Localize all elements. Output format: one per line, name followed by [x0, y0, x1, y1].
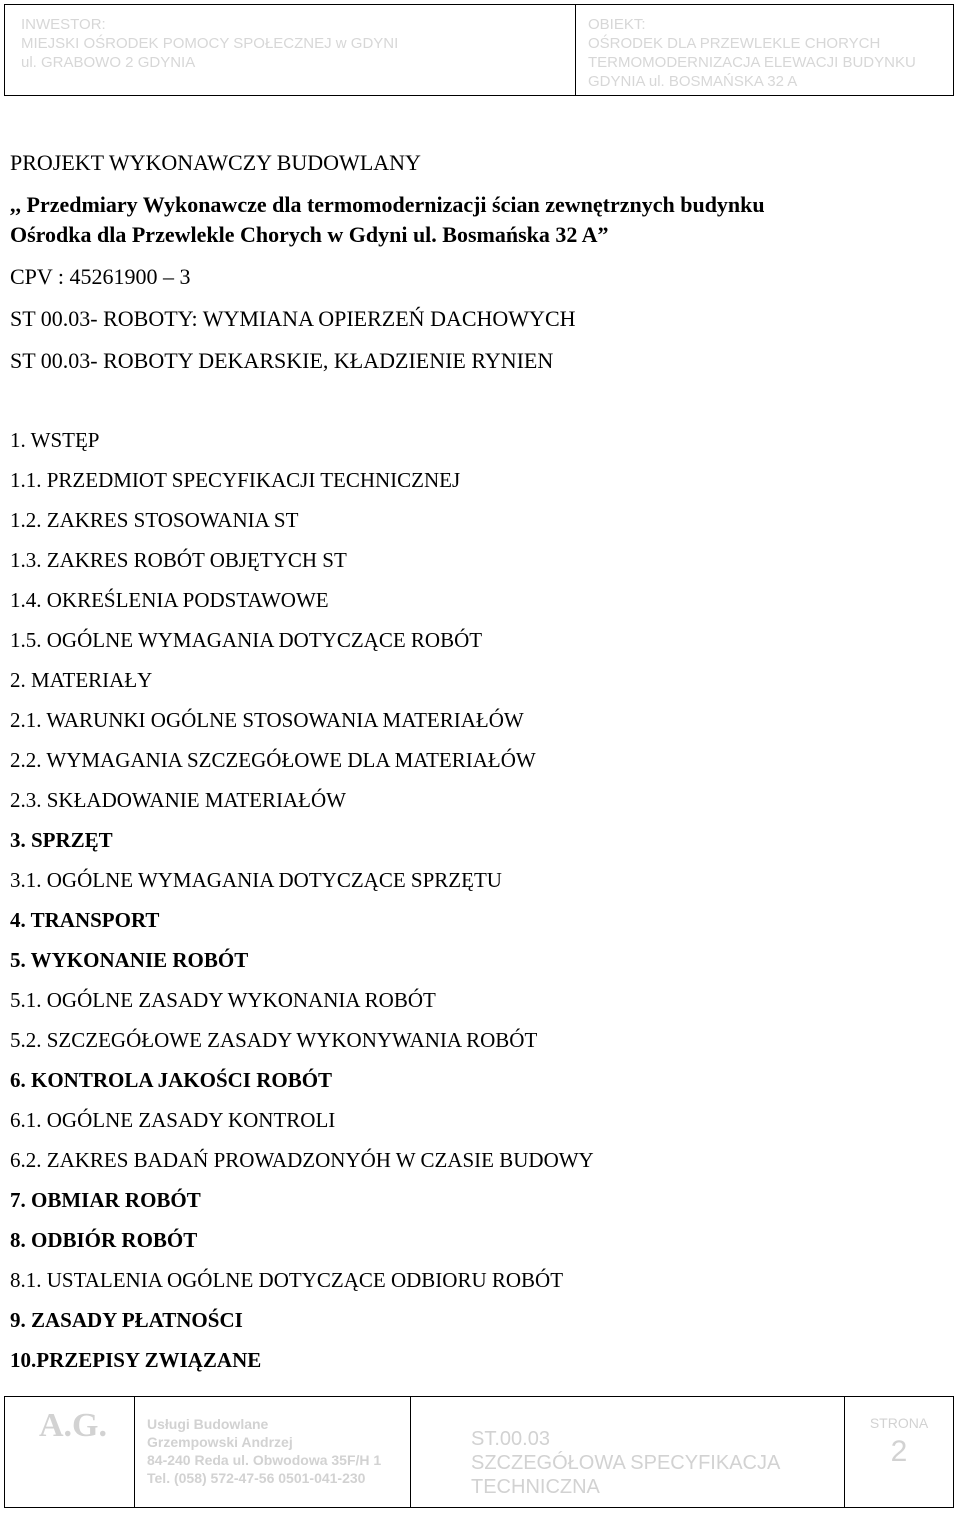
toc-entry: 3.1. OGÓLNE WYMAGANIA DOTYCZĄCE SPRZĘTU — [10, 868, 502, 892]
project-description-line-1: ,, Przedmiary Wykonawcze dla termomodernizacji ścian zewnętrznych budynku — [10, 192, 765, 217]
spec-title-line-2: SZCZEGÓŁOWA SPECYFIKACJA — [471, 1452, 781, 1474]
toc-entry: 6.2. ZAKRES BADAŃ PROWADZONYÓH W CZASIE BUDOWY — [10, 1148, 594, 1172]
object-address: GDYNIA ul. BOSMAŃSKA 32 A — [588, 73, 798, 90]
page-info — [845, 1397, 953, 1507]
toc-entry: 8. ODBIÓR ROBÓT — [10, 1228, 198, 1252]
spec-line-1: ST 00.03- ROBOTY: WYMIANA OPIERZEŃ DACHOWYCH — [10, 306, 576, 331]
company-logo: A.G. — [5, 1397, 135, 1507]
toc-entry: 7. OBMIAR ROBÓT — [10, 1188, 201, 1212]
page-label: STRONA — [869, 1415, 929, 1431]
toc-entry: 1.1. PRZEDMIOT SPECYFIKACJI TECHNICZNEJ — [10, 468, 461, 492]
toc-entry: 2.2. WYMAGANIA SZCZEGÓŁOWE DLA MATERIAŁÓW — [10, 748, 536, 772]
object-name: OŚRODEK DLA PRZEWLEKLE CHORYCH — [588, 35, 881, 52]
toc-entry: 10.PRZEPISY ZWIĄZANE — [10, 1348, 262, 1372]
toc-entry: 1.4. OKREŚLENIA PODSTAWOWE — [10, 588, 329, 612]
object-scope: TERMOMODERNIZACJA ELEWACJI BUDYNKU — [588, 54, 916, 71]
toc-entry: 2.1. WARUNKI OGÓLNE STOSOWANIA MATERIAŁÓW — [10, 708, 524, 732]
object-label: OBIEKT: — [588, 16, 646, 33]
document-footer — [4, 1396, 954, 1508]
spec-title-line-3: TECHNICZNA — [471, 1476, 600, 1498]
title-block — [10, 148, 950, 376]
page-number: 2 — [890, 1435, 908, 1468]
toc-entry: 9. ZASADY PŁATNOŚCI — [10, 1308, 243, 1332]
object-block — [575, 5, 953, 95]
company-info — [135, 1397, 411, 1507]
investor-block — [5, 5, 575, 95]
investor-address: ul. GRABOWO 2 GDYNIA — [21, 54, 196, 71]
toc-entry: 1.3. ZAKRES ROBÓT OBJĘTYCH ST — [10, 548, 347, 572]
investor-label: INWESTOR: — [21, 16, 106, 33]
company-line-4: Tel. (058) 572-47-56 0501-041-230 — [147, 1470, 366, 1486]
cpv-code: CPV : 45261900 – 3 — [10, 264, 191, 289]
toc-entry: 1.2. ZAKRES STOSOWANIA ST — [10, 508, 299, 532]
company-line-1: Usługi Budowlane — [147, 1416, 269, 1432]
toc-entry: 6. KONTROLA JAKOŚCI ROBÓT — [10, 1068, 333, 1092]
company-line-2: Grzempowski Andrzej — [147, 1434, 293, 1450]
toc-entry: 3. SPRZĘT — [10, 828, 113, 852]
project-title: PROJEKT WYKONAWCZY BUDOWLANY — [10, 150, 421, 175]
toc-entry: 2. MATERIAŁY — [10, 668, 153, 692]
toc-entry: 5. WYKONANIE ROBÓT — [10, 948, 249, 972]
toc-entry: 2.3. SKŁADOWANIE MATERIAŁÓW — [10, 788, 346, 812]
document-header — [4, 4, 954, 96]
toc-entry: 5.2. SZCZEGÓŁOWE ZASADY WYKONYWANIA ROBÓT — [10, 1028, 538, 1052]
toc-entry: 6.1. OGÓLNE ZASADY KONTROLI — [10, 1108, 336, 1132]
toc-entry: 5.1. OGÓLNE ZASADY WYKONANIA ROBÓT — [10, 988, 436, 1012]
spec-code: ST.00.03 — [471, 1428, 550, 1450]
toc-entry: 4. TRANSPORT — [10, 908, 160, 932]
company-line-3: 84-240 Reda ul. Obwodowa 35F/H 1 — [147, 1452, 382, 1468]
spec-info — [411, 1397, 845, 1507]
project-description-line-2: Ośrodka dla Przewlekle Chorych w Gdyni ul. Bosmańska 32 A” — [10, 222, 609, 247]
investor-name: MIEJSKI OŚRODEK POMOCY SPOŁECZNEJ w GDYNI — [21, 35, 399, 52]
spec-line-2: ST 00.03- ROBOTY DEKARSKIE, KŁADZIENIE RYNIEN — [10, 348, 554, 373]
toc-entry: 8.1. USTALENIA OGÓLNE DOTYCZĄCE ODBIORU ROBÓT — [10, 1268, 564, 1292]
toc-entry: 1.5. OGÓLNE WYMAGANIA DOTYCZĄCE ROBÓT — [10, 628, 483, 652]
toc-entry: 1. WSTĘP — [10, 428, 100, 452]
table-of-contents — [10, 420, 950, 1380]
